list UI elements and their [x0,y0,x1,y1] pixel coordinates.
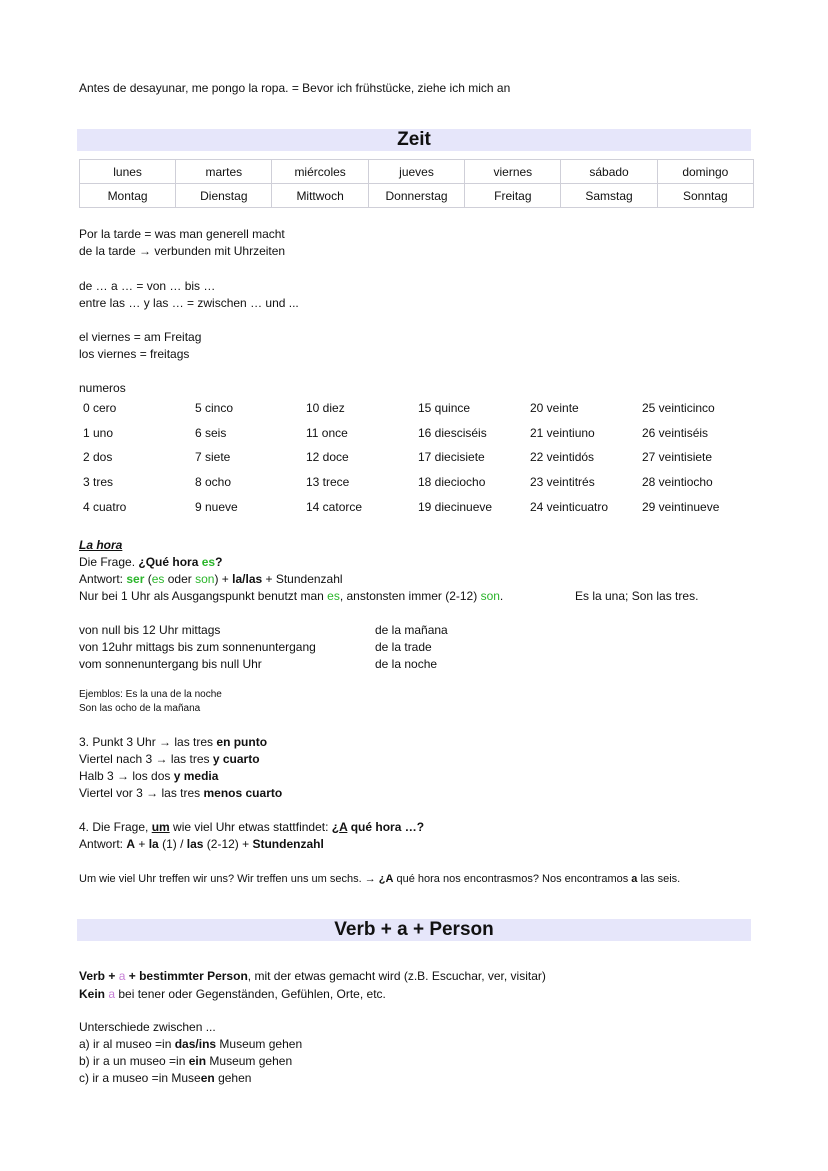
text-span: Viertel vor 3 → las tres [79,786,204,800]
hora-frage-um [79,819,424,835]
days-table [79,159,754,208]
verb-example-a [79,1036,302,1052]
text-span: Viertel nach 3 → las tres [79,752,213,766]
day-cell: Donnerstag [368,184,464,208]
text-span: ser [126,572,145,586]
text-span: Museum gehen [206,1054,293,1068]
text-span: + Stundenzahl [262,572,343,586]
text-span: qué hora …? [347,820,425,834]
number-item: 16 diesciséis [418,426,487,440]
hora-treffen [79,871,680,887]
note-por-la-tarde: Por la tarde = was man generell macht [79,227,285,241]
text-span: (1) / [158,837,187,851]
text-span: las seis. [637,873,681,885]
text-span: um [151,820,170,834]
text-span: ein [188,1054,207,1068]
ejemplos-line: Ejemblos: Es la una de la noche [79,689,222,700]
number-item: 29 veintinueve [642,500,720,514]
period-left: von 12uhr mittags bis zum sonnenuntergang [79,640,316,654]
hora-viertel-vor [79,785,282,801]
day-cell: miércoles [272,160,368,184]
text-span: qué hora nos encontrasmos? Nos encontramos [393,873,632,885]
note-entre: entre las … y las … = zwischen … und ... [79,296,299,310]
text-span: wie viel Uhr etwas stattfindet: [169,820,332,834]
hora-viertel-nach [79,751,260,767]
hora-antwort [79,571,343,587]
hora-frage [79,554,222,570]
text-span: la/las [232,572,263,586]
text-span: oder [164,572,196,586]
days-row-spanish [80,160,754,184]
number-item: 10 diez [306,401,345,415]
number-item: 23 veintitrés [530,475,595,489]
period-right: de la noche [375,657,438,671]
hora-nur [79,588,503,604]
period-left: vom sonnenuntergang bis null Uhr [79,657,262,671]
text-span: + bestimmter Person [125,969,248,983]
day-cell: Mittwoch [272,184,368,208]
day-cell: martes [176,160,272,184]
number-item: 19 diecinueve [418,500,493,514]
verb-example-c [79,1070,251,1086]
number-item: 27 veintisiete [642,450,713,464]
number-item: 25 veinticinco [642,401,715,415]
number-item: 3 tres [83,475,114,489]
text-span: menos cuarto [203,786,283,800]
text-span: (2-12) + [203,837,253,851]
day-cell: domingo [657,160,753,184]
note-de-la-tarde: de la tarde → verbunden mit Uhrzeiten [79,244,286,258]
number-item: 26 veintiséis [642,426,709,440]
text-span: gehen [214,1071,252,1085]
text-span: Die Frage. [79,555,139,569]
number-item: 6 seis [195,426,227,440]
day-cell: Dienstag [176,184,272,208]
period-left: von null bis 12 Uhr mittags [79,623,221,637]
text-span: a) ir al museo =in [79,1037,175,1051]
text-span: Museum gehen [216,1037,303,1051]
day-cell: Samstag [561,184,657,208]
text-span: a [631,873,638,885]
verb-rule-2 [79,986,386,1002]
number-item: 12 doce [306,450,349,464]
text-span: son [480,589,500,603]
text-span: es [151,572,165,586]
text-span: c) ir a museo =in Muse [79,1071,201,1085]
number-item: 11 once [306,426,348,440]
note-de-a: de … a … = von … bis … [79,279,216,293]
ejemplos-line: Son las ocho de la mañana [79,703,201,714]
day-cell: viernes [465,160,561,184]
number-item: 14 catorce [306,500,363,514]
period-right: de la trade [375,640,432,654]
text-span: Kein [79,987,106,1001]
text-span: Halb 3 → los dos [79,769,174,783]
text-span: 3. Punkt 3 Uhr → las tres [79,735,217,749]
text-span: en punto [216,735,268,749]
text-span: Stundenzahl [252,837,324,851]
text-span: Nur bei 1 Uhr als Ausgangspunkt benutzt man [79,589,328,603]
note-los-viernes: los viernes = freitags [79,347,190,361]
number-item: 9 nueve [195,500,238,514]
text-span: Um wie viel Uhr treffen wir uns? Wir treffen uns um sechs. → [79,873,379,885]
day-cell: sábado [561,160,657,184]
number-item: 13 trece [306,475,350,489]
number-item: 2 dos [83,450,113,464]
text-span: ¿A [378,873,394,885]
text-span: A [339,820,348,834]
text-span: ? [215,555,223,569]
number-item: 0 cero [83,401,117,415]
text-span: la [148,837,159,851]
text-span: las [186,837,204,851]
number-item: 24 veinticuatro [530,500,609,514]
number-item: 7 siete [195,450,231,464]
days-row-german [80,184,754,208]
text-span: en [200,1071,215,1085]
note-el-viernes: el viernes = am Freitag [79,330,202,344]
text-span: A [126,837,136,851]
number-item: 8 ocho [195,475,232,489]
text-span: b) ir a un museo =in [79,1054,189,1068]
text-span: , anstonsten immer (2-12) [339,589,481,603]
text-span: das/ins [174,1037,217,1051]
day-cell: Freitag [465,184,561,208]
number-item: 1 uno [83,426,114,440]
text-span: ( [144,572,152,586]
text-span: es [201,555,216,569]
number-item: 17 diecisiete [418,450,485,464]
day-cell: Sonntag [657,184,753,208]
text-span: y cuarto [212,752,260,766]
verb-example-b [79,1053,292,1069]
number-item: 28 veintiocho [642,475,713,489]
text-span: Verb + [79,969,119,983]
text-span: a [105,987,116,1001]
verb-unterschiede: Unterschiede zwischen ... [79,1020,216,1034]
number-item: 4 cuatro [83,500,127,514]
period-right: de la mañana [375,623,448,637]
text-span: a [118,969,126,983]
intro-sentence: Antes de desayunar, me pongo la ropa. = Bevor ich frühstücke, ziehe ich mich an [79,81,511,95]
section-heading-verb: Verb + a + Person [77,919,751,941]
text-span: Antwort: [79,837,127,851]
hora-antwort-a [79,836,324,852]
number-item: 20 veinte [530,401,579,415]
text-span: Antwort: [79,572,127,586]
text-span: + [135,837,149,851]
text-span: . [499,589,504,603]
hora-punto [79,734,267,750]
text-span: , mit der etwas gemacht wird (z.B. Escuchar, ver, visitar) [247,969,546,983]
text-span: ) + [214,572,233,586]
section-heading-zeit: Zeit [77,129,751,151]
number-item: 5 cinco [195,401,234,415]
text-span: bei tener oder Gegenständen, Gefühlen, Orte, etc. [115,987,386,1001]
hora-halb [79,768,218,784]
verb-rule-1 [79,968,546,984]
la-hora-title: La hora [79,538,123,552]
hora-example-right: Es la una; Son las tres. [575,589,699,603]
day-cell: Montag [80,184,176,208]
number-item: 21 veintiuno [530,426,595,440]
text-span: 4. Die Frage, [79,820,152,834]
number-item: 18 dieciocho [418,475,486,489]
text-span: ¿Qué hora [138,555,202,569]
day-cell: jueves [368,160,464,184]
text-span: y media [173,769,219,783]
number-item: 22 veintidós [530,450,595,464]
number-item: 15 quince [418,401,471,415]
text-span: es [327,589,340,603]
day-cell: lunes [80,160,176,184]
text-span: son [195,572,215,586]
text-span: ¿ [331,820,340,834]
numeros-label: numeros [79,381,126,395]
